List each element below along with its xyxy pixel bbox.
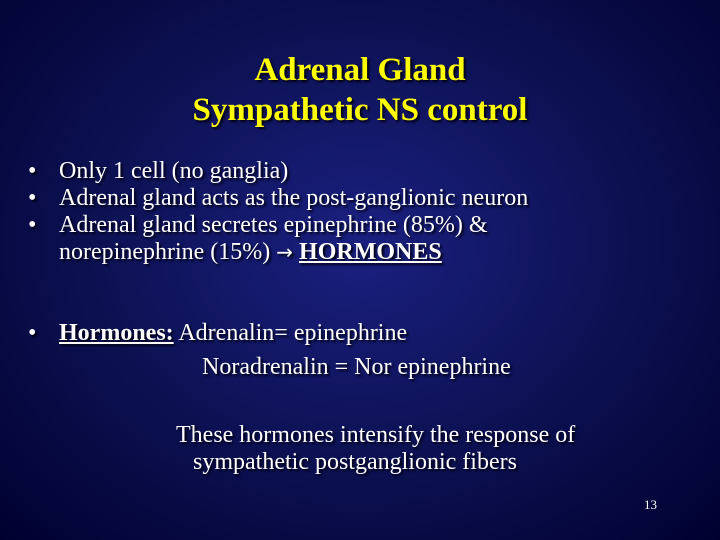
bullet-marker: • — [28, 212, 37, 238]
bullet-list — [28, 158, 708, 266]
bullet-text-continued — [59, 239, 708, 266]
note-line-1: These hormones intensify the response of — [176, 422, 576, 448]
hormones-label: Hormones: — [59, 320, 174, 346]
bullet-marker: • — [28, 320, 37, 346]
bullet-text: Adrenal gland secretes epinephrine (85%) & — [59, 212, 488, 238]
hormones-line-1: Adrenalin= epinephrine — [178, 320, 408, 346]
bullet-text: norepinephrine (15%) — [59, 239, 271, 265]
note-line-2: sympathetic postganglionic fibers — [193, 449, 517, 475]
hormones-line-2: Noradrenalin = Nor epinephrine — [202, 354, 511, 380]
bullet-text: Adrenal gland acts as the post-ganglionic neuron — [59, 185, 529, 211]
title-line-2: Sympathetic NS control — [192, 92, 528, 128]
bullet-marker: • — [28, 158, 37, 184]
bullet-marker: • — [28, 185, 37, 211]
title-line-1: Adrenal Gland — [254, 52, 466, 88]
bullet-item — [28, 158, 708, 185]
bullet-text: Only 1 cell (no ganglia) — [59, 158, 289, 184]
note-text — [176, 422, 575, 476]
right-arrow-icon: → — [276, 240, 294, 264]
page-number: 13 — [644, 497, 657, 512]
hormones-emphasis: HORMONES — [299, 239, 442, 265]
slide-title — [0, 50, 720, 130]
bullet-item — [28, 212, 708, 266]
bullet-item — [28, 185, 708, 212]
hormones-list — [28, 320, 708, 347]
bullet-item — [28, 320, 708, 347]
